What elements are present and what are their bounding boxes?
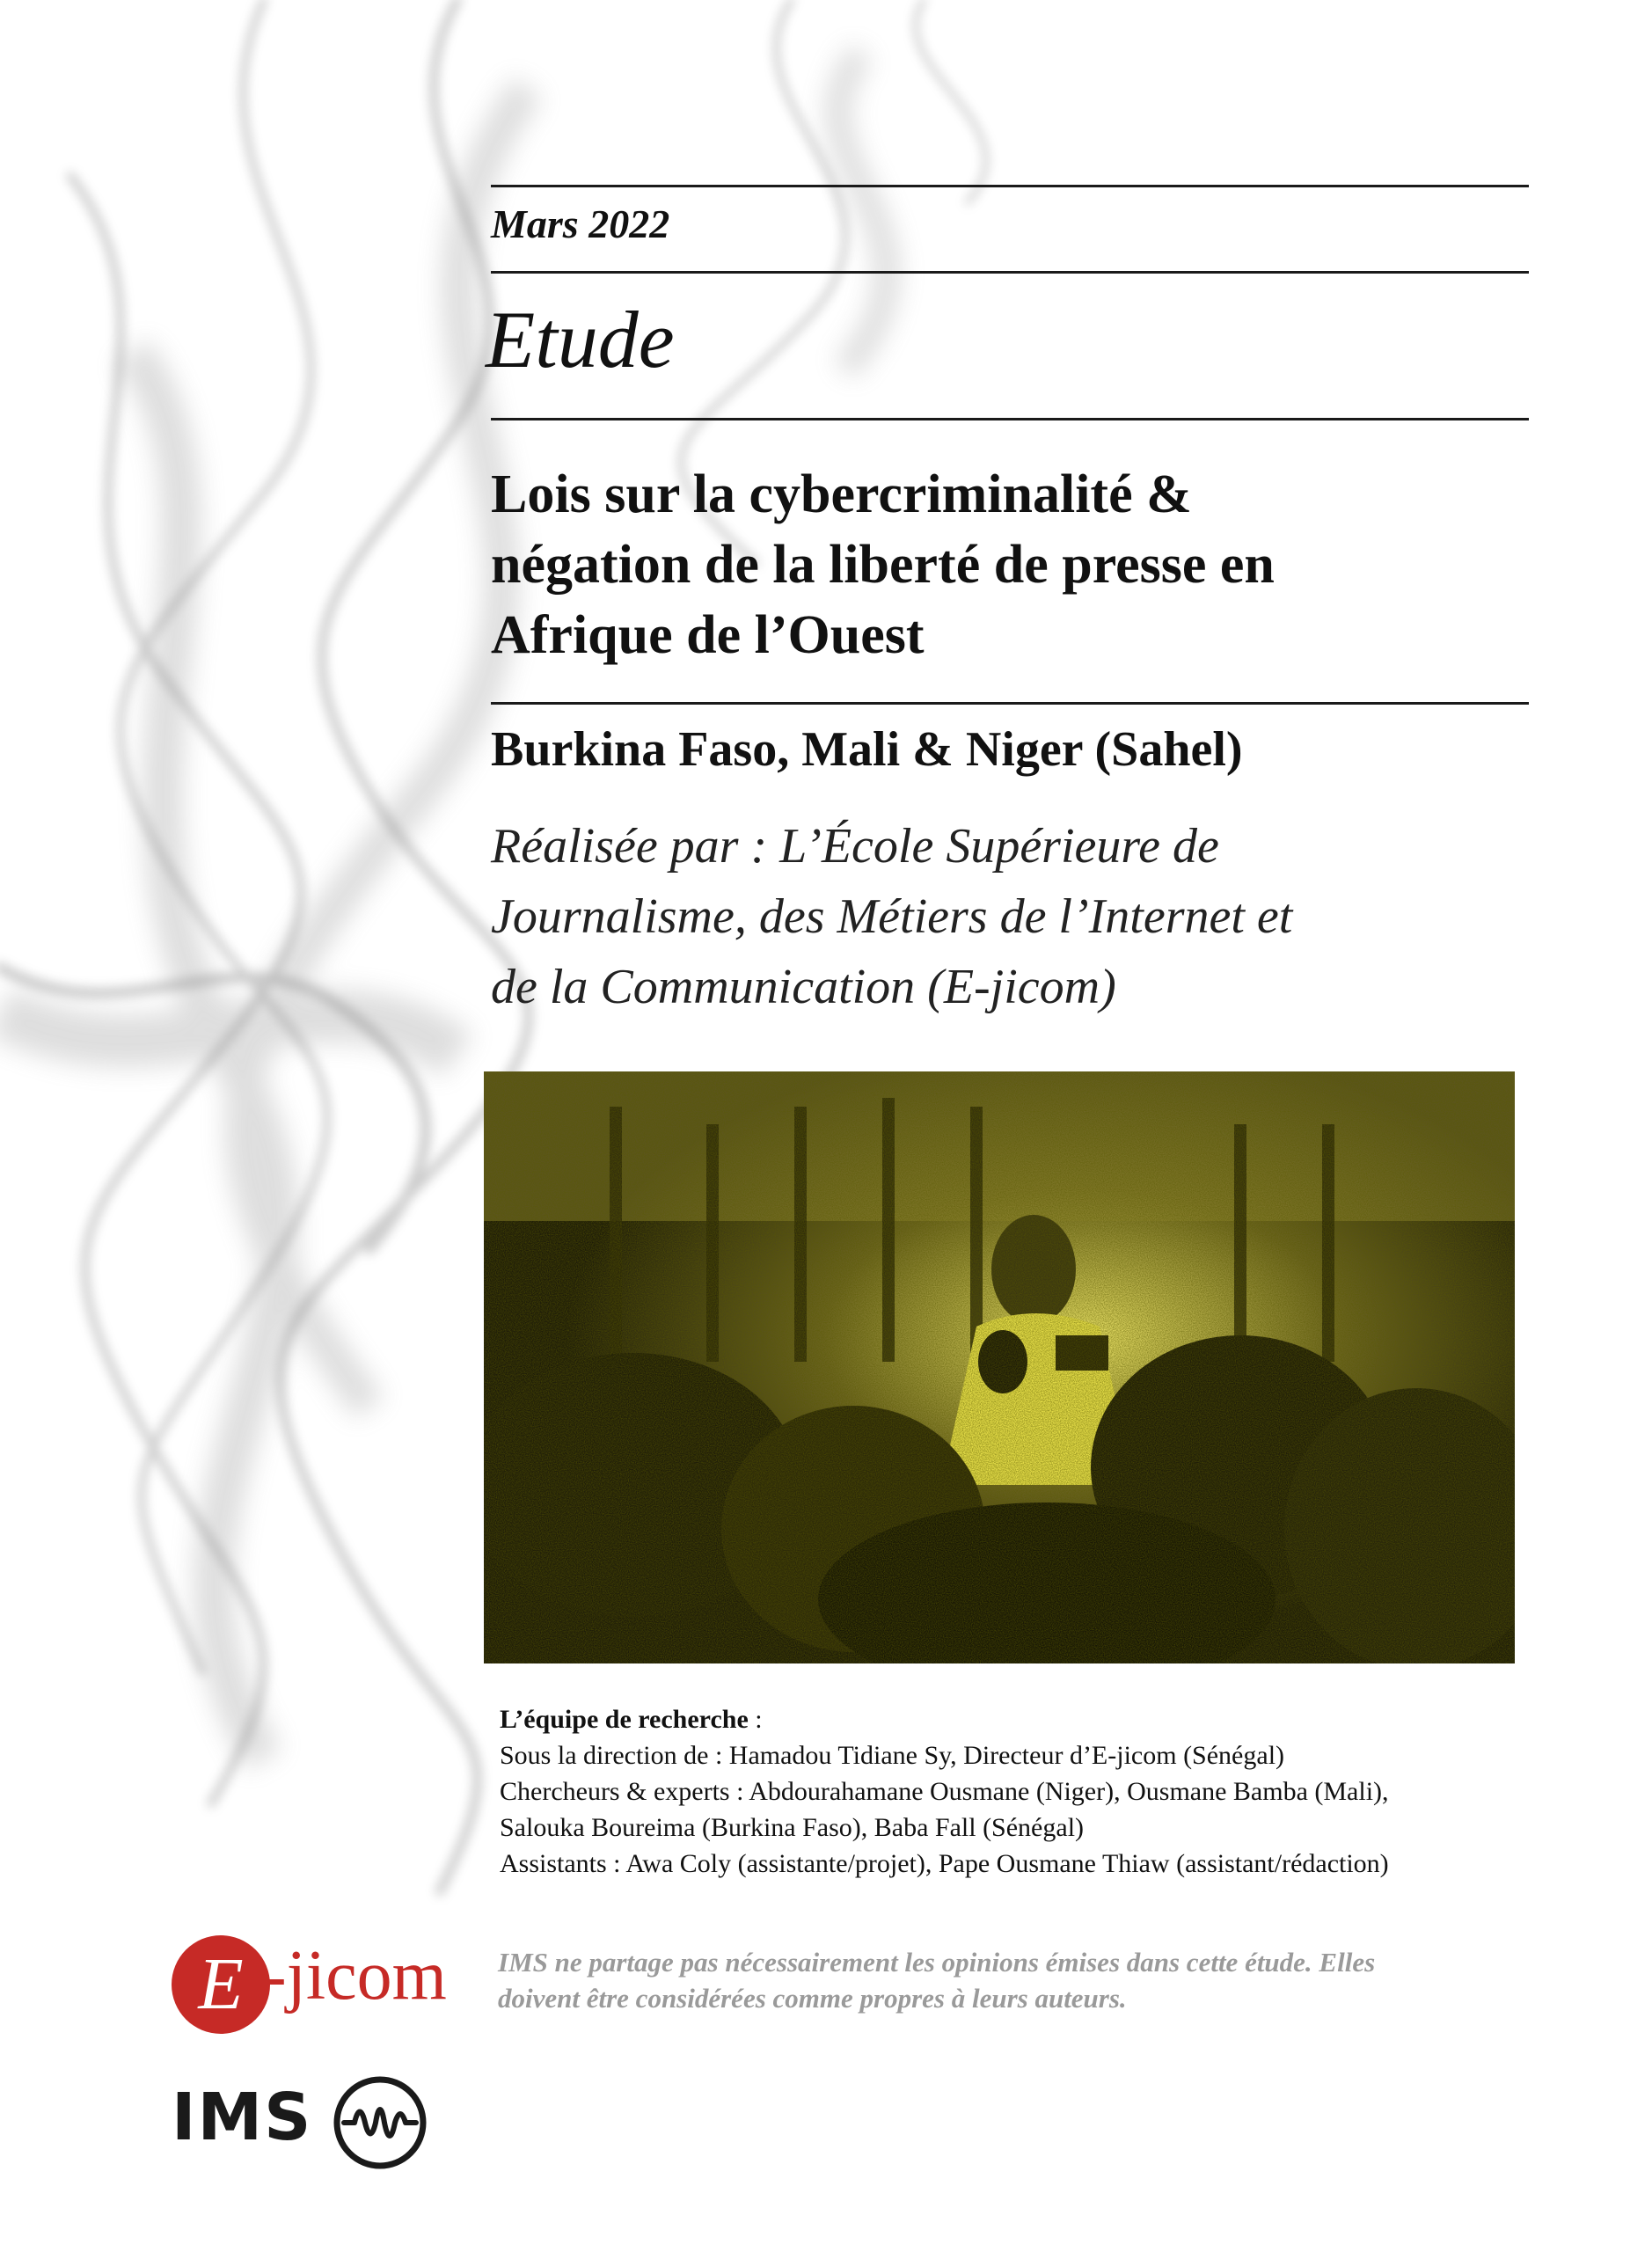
team-line-1: Sous la direction de : Hamadou Tidiane Sy, Directeur d’E-jicom (Sénégal) bbox=[500, 1741, 1285, 1770]
title-rule bbox=[491, 702, 1529, 705]
cover-photo bbox=[484, 1071, 1515, 1663]
research-team bbox=[500, 1701, 1538, 1882]
publication-date: Mars 2022 bbox=[491, 201, 670, 246]
team-line-3: Salouka Boureima (Burkina Faso), Baba Fall (Sénégal) bbox=[500, 1813, 1085, 1842]
author-line-3: de la Communication (E-jicom) bbox=[491, 960, 1116, 1014]
title-line-2: négation de la liberté de presse en bbox=[491, 535, 1275, 595]
ejicom-logo-mark: E bbox=[172, 1935, 270, 2034]
ims-logo-text: IMS bbox=[172, 2080, 313, 2155]
ims-wave-icon bbox=[332, 2074, 428, 2171]
disclaimer-line-2: doivent être considérées comme propres à leurs auteurs. bbox=[498, 1983, 1127, 2014]
team-line-2: Chercheurs & experts : Abdourahamane Ousmane (Niger), Ousmane Bamba (Mali), bbox=[500, 1777, 1389, 1806]
team-line-4: Assistants : Awa Coly (assistante/projet), Pape Ousmane Thiaw (assistant/rédaction) bbox=[500, 1849, 1389, 1878]
disclaimer-line-1: IMS ne partage pas nécessairement les opinions émises dans cette étude. Elles bbox=[498, 1947, 1376, 1978]
team-heading: L’équipe de recherche bbox=[500, 1705, 749, 1734]
disclaimer bbox=[498, 1944, 1518, 2016]
document-type: Etude bbox=[486, 295, 675, 384]
top-rule bbox=[491, 185, 1529, 187]
title-line-3: Afrique de l’Ouest bbox=[491, 605, 925, 665]
author-credit bbox=[491, 811, 1529, 1022]
author-line-2: Journalisme, des Métiers de l’Internet et bbox=[491, 889, 1293, 944]
title-line-1: Lois sur la cybercriminalité & bbox=[491, 464, 1192, 524]
team-heading-line bbox=[500, 1701, 1538, 1737]
ims-logo bbox=[172, 2067, 453, 2173]
ejicom-logo bbox=[172, 1931, 453, 2045]
document-title bbox=[491, 459, 1529, 670]
date-rule bbox=[491, 271, 1529, 274]
team-heading-suffix: : bbox=[748, 1705, 763, 1734]
author-line-1: Réalisée par : L’École Supérieure de bbox=[491, 819, 1219, 874]
type-rule bbox=[491, 418, 1529, 420]
ejicom-logo-text: -jicom bbox=[263, 1937, 447, 2014]
region-subtitle: Burkina Faso, Mali & Niger (Sahel) bbox=[491, 722, 1243, 777]
